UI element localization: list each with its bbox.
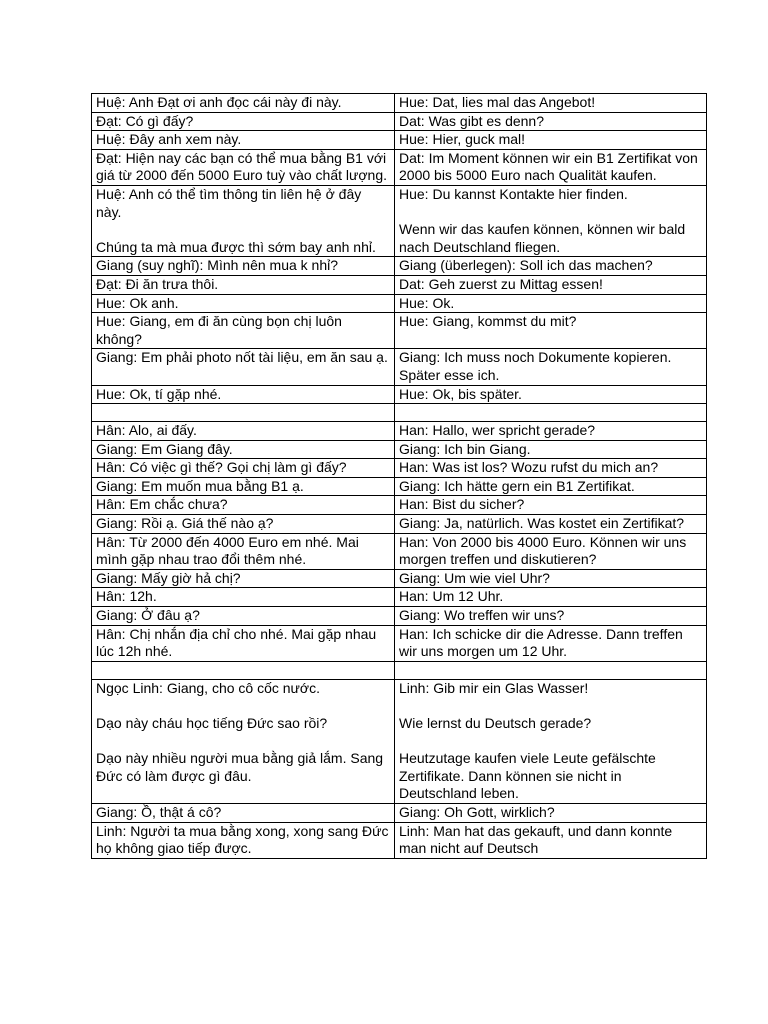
german-line: Linh: Man hat das gekauft, und dann konnte man nicht auf Deutsch: [395, 822, 707, 858]
vietnamese-line: Giang: Ở đâu ạ?: [92, 607, 395, 626]
vietnamese-line: Ngọc Linh: Giang, cho cô cốc nước. Dạo này cháu học tiếng Đức sao rồi? Dạo này nhiều người mua bằng giả lắm. Sang Đức có làm được gì đâu.: [92, 679, 395, 803]
vietnamese-line: Hân: 12h.: [92, 588, 395, 607]
german-line: Giang: Ich bin Giang.: [395, 440, 707, 459]
table-row: [92, 275, 707, 294]
table-row: [92, 822, 707, 858]
german-line: Han: Bist du sicher?: [395, 496, 707, 515]
table-row: [92, 803, 707, 822]
vietnamese-line: Hân: Có việc gì thế? Gọi chị làm gì đấy?: [92, 459, 395, 478]
vietnamese-line: Giang: Em Giang đây.: [92, 440, 395, 459]
german-line: Dat: Geh zuerst zu Mittag essen!: [395, 275, 707, 294]
dialogue-table: [91, 93, 707, 859]
german-line: Giang: Wo treffen wir uns?: [395, 607, 707, 626]
vietnamese-line: Hue: Ok, tí gặp nhé.: [92, 385, 395, 404]
table-row: [92, 257, 707, 276]
vietnamese-line: [92, 404, 395, 422]
german-line: Han: Hallo, wer spricht gerade?: [395, 422, 707, 441]
german-line: Hue: Ok, bis später.: [395, 385, 707, 404]
table-row: [92, 404, 707, 422]
german-line: Hue: Du kannst Kontakte hier finden. Wenn wir das kaufen können, können wir bald nach Deutschland fliegen.: [395, 185, 707, 256]
german-line: Hue: Giang, kommst du mit?: [395, 313, 707, 349]
vietnamese-line: Huệ: Đây anh xem này.: [92, 131, 395, 150]
german-line: Dat: Was gibt es denn?: [395, 112, 707, 131]
table-row: [92, 94, 707, 113]
german-line: Giang: Ja, natürlich. Was kostet ein Zertifikat?: [395, 515, 707, 534]
table-row: [92, 131, 707, 150]
vietnamese-line: Giang: Em phải photo nốt tài liệu, em ăn sau ạ.: [92, 349, 395, 385]
vietnamese-line: Đạt: Có gì đấy?: [92, 112, 395, 131]
table-row: [92, 607, 707, 626]
vietnamese-line: Hân: Từ 2000 đến 4000 Euro em nhé. Mai mình gặp nhau trao đổi thêm nhé.: [92, 533, 395, 569]
vietnamese-line: Giang: Em muốn mua bằng B1 ạ.: [92, 477, 395, 496]
table-row: [92, 625, 707, 661]
german-line: Linh: Gib mir ein Glas Wasser! Wie lernst du Deutsch gerade? Heutzutage kaufen viele Leute gefälschte Zertifikate. Dann können sie nicht in Deutschland leben.: [395, 679, 707, 803]
vietnamese-line: Đạt: Hiện nay các bạn có thể mua bằng B1 với giá từ 2000 đến 5000 Euro tuỳ vào chất lượng.: [92, 149, 395, 185]
german-line: Han: Von 2000 bis 4000 Euro. Können wir uns morgen treffen und diskutieren?: [395, 533, 707, 569]
vietnamese-line: Linh: Người ta mua bằng xong, xong sang Đức họ không giao tiếp được.: [92, 822, 395, 858]
table-row: [92, 149, 707, 185]
table-row: [92, 313, 707, 349]
german-line: Han: Um 12 Uhr.: [395, 588, 707, 607]
table-row: [92, 496, 707, 515]
german-line: Han: Was ist los? Wozu rufst du mich an?: [395, 459, 707, 478]
vietnamese-line: Giang: Ồ, thật á cô?: [92, 803, 395, 822]
vietnamese-line: Giang: Mấy giờ hả chị?: [92, 569, 395, 588]
german-line: Hue: Ok.: [395, 294, 707, 313]
dialogue-rows: [92, 94, 707, 859]
german-line: Hue: Hier, guck mal!: [395, 131, 707, 150]
table-row: [92, 569, 707, 588]
german-line: Giang: Um wie viel Uhr?: [395, 569, 707, 588]
table-row: [92, 385, 707, 404]
table-row: [92, 661, 707, 679]
vietnamese-line: Hue: Giang, em đi ăn cùng bọn chị luôn không?: [92, 313, 395, 349]
vietnamese-line: Hân: Em chắc chưa?: [92, 496, 395, 515]
german-line: Dat: Im Moment können wir ein B1 Zertifikat von 2000 bis 5000 Euro nach Qualität kaufen.: [395, 149, 707, 185]
german-line: [395, 661, 707, 679]
german-line: Giang (überlegen): Soll ich das machen?: [395, 257, 707, 276]
table-row: [92, 422, 707, 441]
vietnamese-line: Giang: Rồi ạ. Giá thế nào ạ?: [92, 515, 395, 534]
vietnamese-line: Huệ: Anh có thể tìm thông tin liên hệ ở đây này. Chúng ta mà mua được thì sớm bay anh nhỉ.: [92, 185, 395, 256]
vietnamese-line: Giang (suy nghĩ): Mình nên mua k nhỉ?: [92, 257, 395, 276]
vietnamese-line: Đạt: Đi ăn trưa thôi.: [92, 275, 395, 294]
german-line: Giang: Ich hätte gern ein B1 Zertifikat.: [395, 477, 707, 496]
vietnamese-line: [92, 661, 395, 679]
table-row: [92, 477, 707, 496]
table-row: [92, 349, 707, 385]
german-line: Hue: Dat, lies mal das Angebot!: [395, 94, 707, 113]
vietnamese-line: Hân: Alo, ai đấy.: [92, 422, 395, 441]
german-line: [395, 404, 707, 422]
german-line: Han: Ich schicke dir die Adresse. Dann treffen wir uns morgen um 12 Uhr.: [395, 625, 707, 661]
table-row: [92, 588, 707, 607]
vietnamese-line: Hân: Chị nhắn địa chỉ cho nhé. Mai gặp nhau lúc 12h nhé.: [92, 625, 395, 661]
vietnamese-line: Huệ: Anh Đạt ơi anh đọc cái này đi này.: [92, 94, 395, 113]
table-row: [92, 533, 707, 569]
table-row: [92, 679, 707, 803]
german-line: Giang: Ich muss noch Dokumente kopieren. Später esse ich.: [395, 349, 707, 385]
table-row: [92, 185, 707, 256]
table-row: [92, 112, 707, 131]
german-line: Giang: Oh Gott, wirklich?: [395, 803, 707, 822]
table-row: [92, 294, 707, 313]
table-row: [92, 459, 707, 478]
table-row: [92, 440, 707, 459]
table-row: [92, 515, 707, 534]
vietnamese-line: Hue: Ok anh.: [92, 294, 395, 313]
